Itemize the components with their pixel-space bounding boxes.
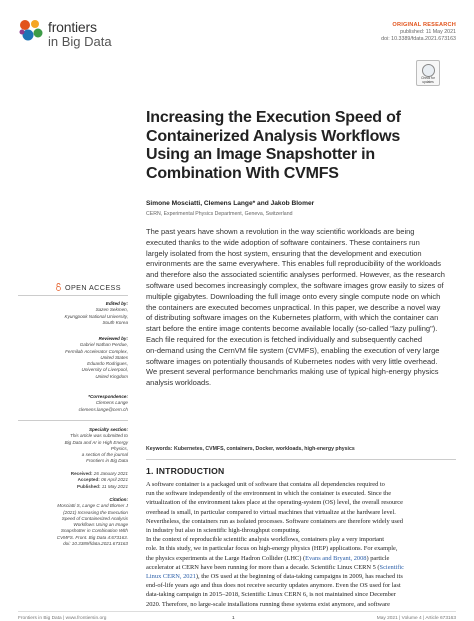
date-published — [18, 484, 128, 490]
abstract-line: We present several performance benchmarks making use of typical high-energy physics — [146, 367, 439, 377]
citation-line: Mosciatti S, Lange C and Blomer J — [57, 503, 128, 509]
abstract-line: analysis workloads. — [146, 378, 212, 388]
section-heading: 1. INTRODUCTION — [146, 466, 225, 476]
reviewed-by — [18, 336, 128, 380]
abstract — [146, 227, 456, 389]
open-access-label: OPEN ACCESS — [65, 283, 121, 292]
keywords-list: Kubernetes, CVMFS, containers, Docker, workloads, high-energy physics — [173, 446, 355, 452]
abstract-line: largely isolated from the host system, ensuring that the development and execution — [146, 248, 422, 258]
reviewer-line: Fermilab Accelerator Complex, — [65, 348, 128, 354]
divider — [18, 295, 128, 296]
edited-by — [18, 301, 128, 326]
intro-line — [146, 563, 456, 572]
journal-name: in Big Data — [48, 34, 112, 49]
author-list: Simone Mosciatti, Clemens Lange* and Jakob Blomer — [146, 200, 315, 207]
citation-line: CVMFS. Front. Big Data 4:673163. — [56, 534, 128, 540]
citation-link[interactable]: Evans and Bryant, 2008 — [305, 554, 367, 562]
intro-text: ) particle — [366, 554, 390, 562]
title-line: Combination With CVMFS — [146, 164, 339, 182]
abstract-line: start before the entire image contents become available locally (so-called "lazy pulling"). — [146, 324, 438, 334]
reviewer-line: University of Liverpool, — [81, 367, 128, 373]
citation-line: Speed of Containerized Analysis — [61, 515, 128, 521]
abstract-line: Each file required for the execution is fetched individually and subsequently cached — [146, 334, 423, 344]
article-type: ORIGINAL RESEARCH — [392, 22, 456, 28]
citation-doi[interactable]: doi: 10.3389/fdata.2021.673163 — [63, 541, 128, 547]
edited-by-heading: Edited by: — [105, 301, 128, 306]
intro-line — [146, 480, 456, 489]
footer-issue: May 2021 | Volume 4 | Article 673163 — [376, 616, 456, 621]
page-number: 1 — [232, 616, 235, 621]
citation — [18, 497, 128, 547]
date-label: Received: — [70, 471, 93, 476]
abstract-line: multiple gigabytes. Downloading the full image onto every single compute node on which — [146, 291, 441, 301]
updates-label-line2: updates — [422, 79, 434, 84]
abstract-line: The past years have shown a revolution in the way scientific workloads are being — [146, 227, 415, 236]
keywords-label: Keywords: — [146, 446, 173, 452]
editor-line: Kyungpook National University, — [64, 313, 128, 319]
intro-text: In the context of reproducible scientific analysis workflows, containers play a very important — [146, 536, 384, 544]
intro-text: data-taking campaign in 2015–2018, Scientific Linux CERN 6, is not maintained since December — [146, 591, 396, 599]
published-date: published: 11 May 2021 — [400, 29, 456, 35]
specialty-section — [18, 427, 128, 465]
abstract-line: software used becomes increasingly complex, the software images grow easily to sizes of — [146, 280, 444, 290]
citation-heading: Citation: — [109, 497, 128, 502]
intro-text: 2020. Therefore, no large-scale installations running these systems exist anymore, and software — [146, 600, 390, 608]
article-title — [146, 109, 456, 183]
check-for-updates-badge[interactable] — [416, 60, 440, 86]
intro-text: end-of-life years ago and thus does not receive security updates anymore. Even the OS used for last — [146, 582, 401, 590]
abstract-line: environments are the same everywhere. This enables full reproducibility of the workloads — [146, 259, 442, 269]
citation-line: (2021) Increasing the Execution — [63, 509, 128, 515]
correspondent-name: Clemens Lange — [95, 400, 128, 406]
doi-link[interactable]: doi: 10.3389/fdata.2021.673163 — [381, 36, 456, 42]
introduction-text — [146, 480, 456, 609]
abstract-line: of distributing software images on the Kubernetes platform, with which the container can — [146, 313, 439, 323]
reviewer-line: United Kingdom — [95, 373, 128, 379]
intro-line — [146, 600, 456, 609]
intro-text: the physics experiments at the Large Hadron Collider (LHC) ( — [146, 554, 306, 562]
date-value: 11 May 2021 — [101, 483, 128, 489]
date-value: 26 January 2021 — [93, 471, 128, 476]
editor-line: Sazen Sekmen, — [95, 307, 128, 313]
reviewer-line: Gabriel Nathan Perdue, — [79, 342, 128, 348]
intro-text: accelerator at CERN have been running for more than a decade. Scientific Linux CERN 5 ( — [146, 563, 380, 571]
intro-line — [146, 489, 456, 498]
frontiers-logo-icon — [18, 18, 44, 44]
reviewed-by-heading: Reviewed by: — [98, 336, 128, 341]
editor-line: South Korea — [102, 319, 128, 325]
date-value: 06 April 2021 — [101, 477, 128, 483]
abstract-line: on-demand using the CernVM file system (CVMFS), enabling the execution of very large — [146, 345, 440, 355]
correspondent-email[interactable]: clemens.lange@cern.ch — [78, 406, 128, 412]
title-line: Using an Image Snapshotter in — [146, 146, 375, 164]
divider — [146, 459, 456, 460]
intro-text: ), the OS used at the beginning of data-taking campaigns in 2009, has reached its — [195, 573, 403, 581]
intro-line — [146, 581, 456, 590]
citation-link[interactable]: Linux CERN, 2021 — [146, 573, 196, 581]
citation-line: Snapshotter in Combination With — [60, 528, 128, 534]
abstract-line: the containers are executed becomes unpractical. In this paper, we describe a novel way — [146, 302, 441, 312]
intro-line — [146, 517, 456, 526]
reviewer-line: United States — [100, 354, 128, 360]
date-label: Accepted: — [77, 477, 100, 483]
divider — [18, 420, 128, 421]
updates-label-line1: Check for — [421, 76, 435, 80]
keywords — [146, 446, 456, 452]
affiliation: CERN, Experimental Physics Department, Geneva, Switzerland — [146, 211, 293, 217]
intro-text: run the software independently of the environment in which the container is executed. Since the — [146, 490, 392, 498]
abstract-line: software images on potentially thousands of Kubernetes nodes with very little overhead. — [146, 356, 438, 366]
intro-line — [146, 544, 456, 553]
intro-text: A software container is a packaged unit of software that contains all dependencies required to — [146, 481, 385, 488]
abstract-line: and therefore also the associated scientific analyses performed. However, as the research — [146, 270, 445, 280]
divider — [18, 611, 456, 612]
intro-text: role. In this study, we in particular focus on high-energy physics (HEP) applications. For example, — [146, 545, 398, 553]
specialty-heading: Specialty section: — [88, 427, 128, 432]
specialty-line: Physics, — [110, 445, 128, 451]
citation-line: Workflows Using an Image — [73, 522, 128, 528]
intro-line — [146, 526, 456, 535]
specialty-line: This article was submitted to — [70, 433, 128, 439]
date-label: Published: — [77, 483, 101, 489]
intro-line — [146, 508, 456, 517]
journal-logo[interactable] — [18, 18, 128, 54]
intro-line — [146, 590, 456, 599]
open-access-lock-icon — [56, 283, 61, 291]
intro-text: in industry but also in scientific high-throughput computing. — [146, 527, 301, 535]
intro-line — [146, 498, 456, 507]
article-meta — [381, 22, 456, 43]
specialty-line: Big Data and AI in High Energy — [64, 439, 128, 445]
title-line: Increasing the Execution Speed of — [146, 109, 401, 126]
logo-wordmark: frontiers — [48, 19, 97, 35]
correspondence-heading: *Correspondence: — [88, 394, 128, 399]
reviewer-line: Eduardo Rodrigues, — [87, 361, 128, 367]
intro-text: virtualization of the environment takes place at the operating-system (OS) level, the overall resource — [146, 499, 403, 507]
footer-journal[interactable]: Frontiers in Big Data | www.frontiersin.org — [18, 616, 107, 621]
intro-line — [146, 554, 456, 563]
intro-line — [146, 535, 456, 544]
correspondence — [18, 394, 128, 413]
intro-text: Nevertheless, the containers run as isolated processes. Software containers are therefore widely used — [146, 517, 403, 525]
specialty-line: Frontiers in Big Data — [86, 458, 128, 464]
abstract-line: executed thanks to the wide adoption of software containers. These containers run — [146, 237, 420, 247]
intro-line — [146, 572, 456, 581]
title-line: Containerized Analysis Workflows — [146, 127, 401, 145]
citation-link[interactable]: Scientific — [379, 563, 405, 571]
article-dates — [18, 471, 128, 490]
intro-text: overhead is small, in particular compared to virtual machines that virtualize at the hardware level. — [146, 508, 396, 516]
specialty-line: a section of the journal — [81, 452, 128, 458]
